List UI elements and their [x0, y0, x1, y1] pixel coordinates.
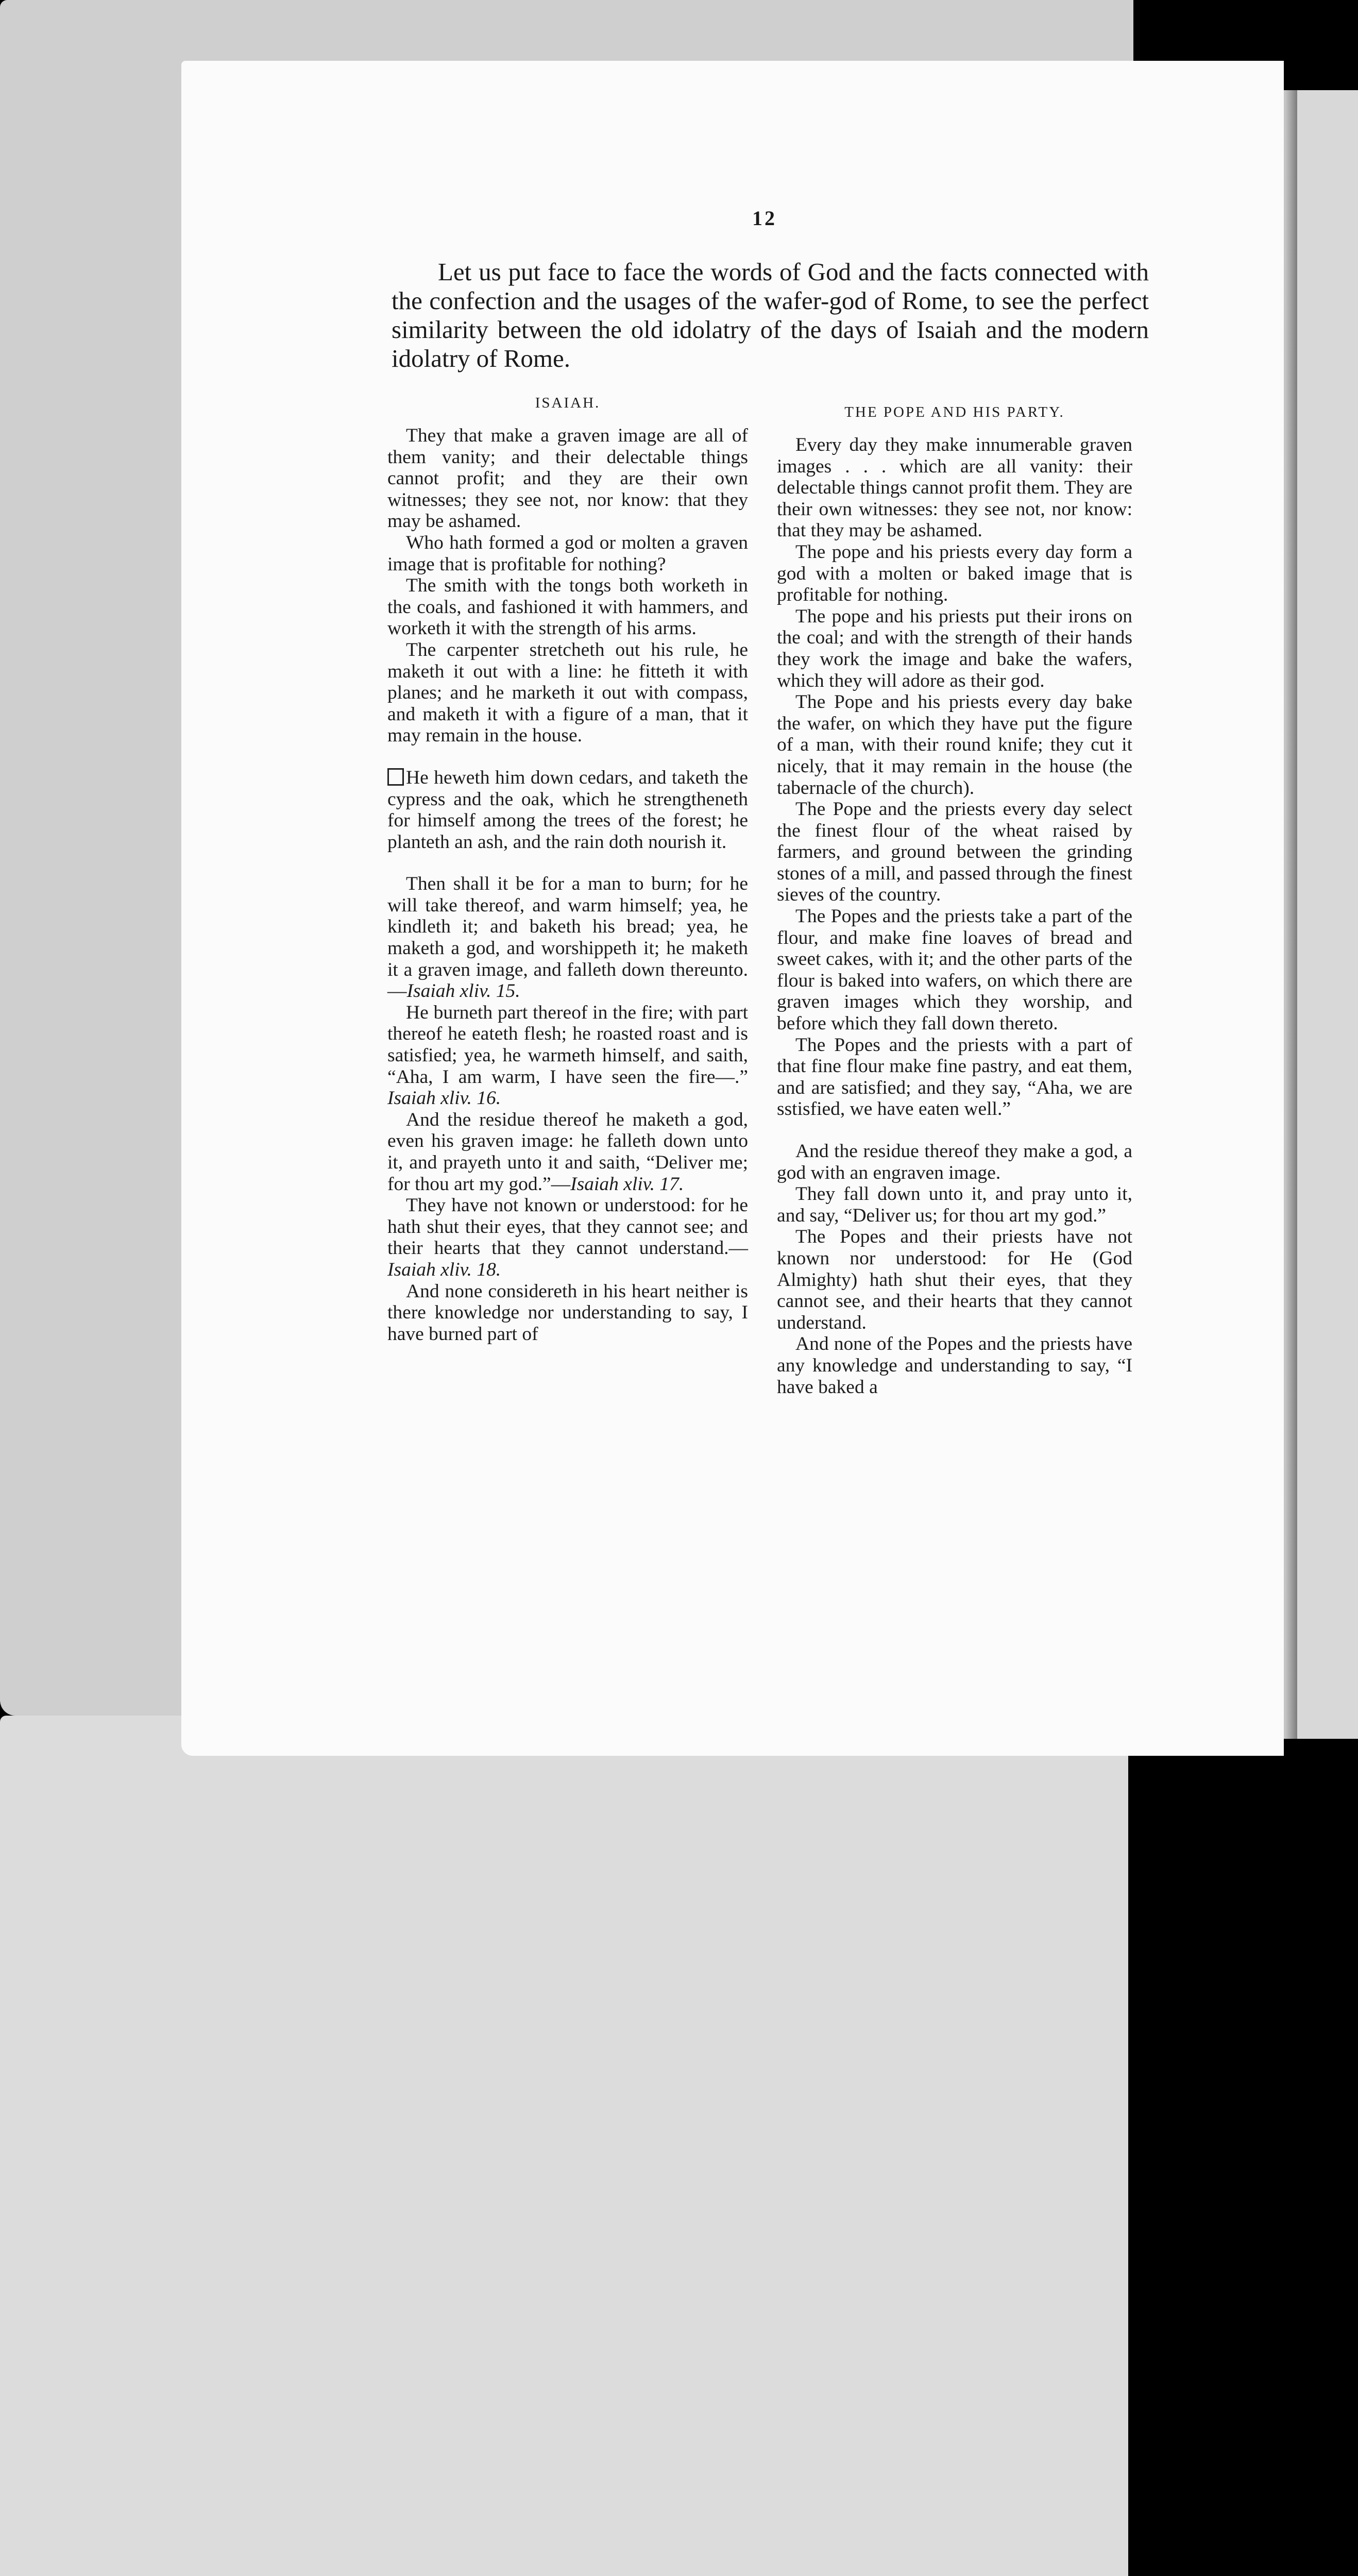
isaiah-paragraph [387, 425, 748, 532]
paragraph-text: The carpenter stretcheth out his rule, he maketh it out with a line: he fitteth it with planes; and he marketh it out with compass, and maketh it with a figure of a man, that it may remain in the house. [387, 639, 748, 747]
pope-paragraph: The Pope and his priests every day bake the wafer, on which they have put the figure of a man, with their round knife; they cut it nicely, that it may remain in the house (the tabernacle of the church). [777, 691, 1132, 799]
isaiah-column-heading: ISAIAH. [535, 395, 601, 411]
square-mark-icon [387, 768, 404, 786]
paragraph-text: And the residue thereof he maketh a god, even his graven image: he falleth down unto it, and prayeth unto it and saith, “Deliver me; for thou art my god.”— [387, 1109, 748, 1195]
pope-paragraph: The Popes and the priests with a part of that fine flour make fine pastry, and eat them, and are satisfied; and they say, “Aha, we are sstisfied, we have eaten well.” [777, 1034, 1132, 1120]
isaiah-paragraph [387, 1195, 748, 1280]
paragraph-text: He burneth part thereof in the fire; with part thereof he eateth flesh; he roasted roast and is satisfied; yea, he warmeth himself, and saith, “Aha, I am warm, I have seen the fire—.” [387, 1002, 748, 1088]
pope-paragraph: The pope and his priests every day form a god with a molten or baked image that is profitable for nothing. [777, 541, 1132, 606]
scripture-reference: Isaiah xliv. 16. [387, 1088, 501, 1109]
isaiah-paragraph [387, 1281, 748, 1345]
scripture-reference: Isaiah xliv. 17. [570, 1173, 684, 1195]
isaiah-paragraph [387, 873, 748, 1002]
scripture-reference: Isaiah xliv. 15. [406, 980, 520, 1002]
page-number: 12 [752, 207, 777, 230]
facing-page-edge [1297, 90, 1358, 1739]
scripture-reference: Isaiah xliv. 18. [387, 1259, 501, 1280]
pope-column [777, 403, 1132, 1398]
isaiah-paragraph [387, 532, 748, 575]
intro-paragraph: Let us put face to face the words of God and the facts connected with the confection and the usages of the wafer-god of Rome, to see the perfect similarity between the old idolatry of the days of Isaiah and the modern idolatry of Rome. [392, 258, 1149, 372]
pope-paragraph: The Pope and the priests every day select the finest flour of the wheat raised by farmers, and ground between the grinding stones of a mill, and passed through the finest sieves of the country. [777, 799, 1132, 906]
isaiah-paragraph [387, 1002, 748, 1109]
pope-paragraph: And none of the Popes and the priests have any knowledge and understanding to say, “I have baked a [777, 1333, 1132, 1398]
pope-paragraph: The pope and his priests put their irons on the coal; and with the strength of their hands they work the image and bake the wafers, which they will adore as their god. [777, 605, 1132, 691]
pope-paragraph: They fall down unto it, and pray unto it, and say, “Deliver us; for thou art my god.” [777, 1183, 1132, 1226]
page-stack-edge [0, 1716, 1128, 2576]
paragraph-text: He heweth him down cedars, and taketh the cypress and the oak, which he strengtheneth for himself among the trees of the forest; he planteth an ash, and the rain doth nourish it. [387, 767, 748, 853]
paragraph-text: They have not known or understood: for he hath shut their eyes, that they cannot see; and their hearts that they cannot understand.— [387, 1195, 748, 1259]
isaiah-paragraph [387, 575, 748, 639]
isaiah-paragraph [387, 1109, 748, 1195]
pope-paragraph: And the residue thereof they make a god, a god with an engraven image. [777, 1141, 1132, 1183]
pope-paragraph: Every day they make innumerable graven images . . . which are all vanity: their delectable things cannot profit them. They are their own witnesses: they see not, nor know: that they may be ashamed. [777, 434, 1132, 541]
isaiah-paragraph [387, 767, 748, 853]
paragraph-text: Then shall it be for a man to burn; for he will take thereof, and warm himself; yea, he kindleth it; and baketh his bread; yea, he maketh a god, and worshippeth it; he maketh it a graven image, and falleth down thereunto.— [387, 873, 748, 1002]
paragraph-text: They that make a graven image are all of them vanity; and their delectable things cannot profit; and they are their own witnesses; they see not, nor know: that they may be ashamed. [387, 425, 748, 532]
paragraph-text: Who hath formed a god or molten a graven image that is profitable for nothing? [387, 532, 748, 575]
paragraph-text: The smith with the tongs both worketh in the coals, and fashioned it with hammers, and worketh it with the strength of his arms. [387, 575, 748, 639]
pope-paragraph: The Popes and the priests take a part of the flour, and make fine loaves of bread and sweet cakes, with it; and the other parts of the flour is baked into wafers, on which there are graven images which they worship, and before which they fall down thereto. [777, 906, 1132, 1035]
isaiah-column [387, 394, 748, 1345]
pope-paragraph: The Popes and their priests have not known nor understood: for He (God Almighty) hath shut their eyes, that they cannot see, and their hearts that they cannot understand. [777, 1226, 1132, 1333]
isaiah-paragraph [387, 639, 748, 747]
paragraph-text: And none considereth in his heart neither is there knowledge nor understanding to say, I have burned part of [387, 1280, 748, 1345]
pope-column-heading: THE POPE AND HIS PARTY. [844, 404, 1065, 420]
